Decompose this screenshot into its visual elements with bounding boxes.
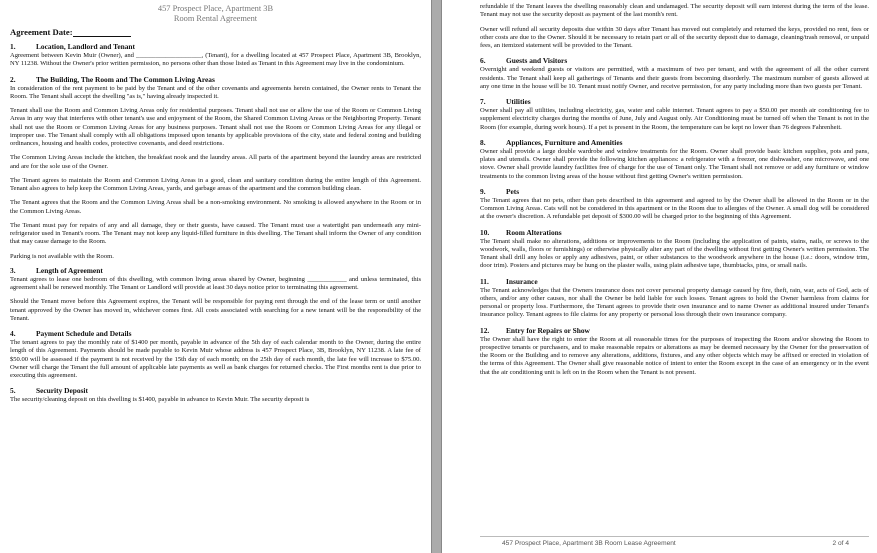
section-12-heading: 12. Entry for Repairs or Show	[480, 325, 590, 335]
section-9-heading: 9. Pets	[480, 186, 520, 196]
section-5-continued-text: Owner will refund all security deposits due within 30 days after Tenant has moved out completely and returned the keys, provided no rent, fees or other costs are due to the Owner. Should it be necessary to retain part or all of the security deposit due to damage, cleaning/trash removal, or unpaid fees, an itemized statement will be provided to the Tenant.	[480, 25, 869, 49]
section-2-text: In consideration of the rent payment to be paid by the Tenant and of the other covenants and agreements herein contained, the Owner rents to Tenant the Room. The Tenant shall accept the dwelling "as is," having already inspected it.	[10, 84, 421, 100]
section-2-heading: 2. The Building, The Room and The Common Living Areas	[10, 74, 215, 84]
section-2-text: Parking is not available with the Room.	[10, 252, 114, 260]
footer-title: 457 Prospect Place, Apartment 3B Room Lease Agreement	[502, 540, 676, 547]
page-footer	[480, 536, 869, 547]
header-address: 457 Prospect Place, Apartment 3B	[157, 4, 274, 13]
section-5-text: The security/cleaning deposit on this dwelling is $1400, payable in advance to Kevin Muir. The security deposit is	[10, 396, 310, 404]
section-4-heading: 4. Payment Schedule and Details	[10, 329, 132, 338]
section-1-heading: 1. Location, Landlord and Tenant	[10, 42, 135, 51]
header-title: Room Rental Agreement	[173, 14, 258, 23]
section-11-text: The Tenant acknowledges that the Owners insurance does not cover personal property damage caused by fire, theft, rain, war, acts of God, acts of others, and/or any other causes, nor shall the Owner be held liable for such losses. Tenant agrees to hold the Owner harmless from claims for personal or property loss. Furthermore, the Tenant agrees to provide their own insurance and to name Owner as additional insured under Tenant's insurance policy. Tenant agrees to file claims for any property or personal loss through their own insurance company.	[480, 286, 869, 319]
section-3-heading: 3. Length of Agreement	[10, 265, 103, 275]
agreement-date-blank	[73, 27, 131, 37]
section-2-text: The Common Living Areas include the kitchen, the breakfast nook and the laundry areas. All parts of the apartment beyond the laundry areas are restricted and are for the sole use of the Owner.	[10, 154, 421, 170]
section-3-text: Tenant agrees to lease one bedroom of this dwelling, with common living areas shared by Owner, beginning ____________ and unless terminated, this agreement shall be renewed monthly. The Tenant or Landlord will provide at least 30 days notice prior to terminating this agreement.	[10, 275, 421, 291]
section-1-text: Agreement between Kevin Muir (Owner), and ____________________, (Tenant), for a dwelling located at 457 Prospect Place, Apartment 3B, Brooklyn, NY 11238. Without the Owner's prior written permission, no persons other than those listed as Tenant in this Agreement may live in the condominium.	[10, 52, 421, 68]
section-3-text: Should the Tenant move before this Agreement expires, the Tenant will be responsible for paying rent through the end of the lease term or until another tenant approved by the Owner has moved in, whichever comes first. All costs associated with searching for a new tenant will be the responsibility of the Tenant.	[10, 298, 421, 322]
section-2-text: The Tenant agrees to maintain the Room and Common Living Areas in a good, clean and sanitary condition during the entire length of this Agreement. Tenant also agrees to help keep the Common Living Areas, yards, and garbage areas of the apartment and the common building clean.	[10, 176, 421, 192]
section-7-text: Owner shall pay all utilities, including electricity, gas, water and cable internet. Tenant agrees to pay a $50.00 per month air conditioning fee to supplement electricity charges during the months of June, July and August only. Air Conditioning must be turned off when the Tenant is not in the Room (for example, during work hours). If a pet is present in the Room, the temperature can be kept no lower than 76 degrees Fahrenheit.	[480, 107, 869, 131]
section-6-heading: 6. Guests and Visitors	[480, 56, 568, 66]
section-10-heading: 10. Room Alterations	[480, 227, 562, 237]
page-number: 2 of 4	[832, 540, 849, 547]
section-9-text: The Tenant agrees that no pets, other than pets described in this agreement and agreed to by the Owner shall be allowed in the Room or in the Common Living Areas. Cats will not be considered in this apartment or in the Room due to allergies of the Owner. A small dog will be considered at the owner's discretion. A refundable pet deposit of $300.00 will be charged prior to the beginning of this Agreement.	[480, 196, 869, 221]
section-12-text: The Owner shall have the right to enter the Room at all reasonable times for the purposes of inspecting the Room and/or showing the Room to prospective tenants or purchasers, and to make reasonable repairs or alterations as may be deemed necessary by the Owner for the preservation of the Room or the Building and to remove any alterations, additions, fixtures, and any other objects which may be affixed or erected in violation of the terms of this Agreement. The Owner shall give reasonable notice of intent to enter the Room except in the case of an emergency or in the event that the air conditioning unit is left on in the Room when the Tenant is not present.	[480, 335, 869, 376]
section-2-text: The Tenant agrees that the Room and the Common Living Areas shall be a non-smoking environment. No smoking is allowed anywhere in the Room or in the Common Living Areas.	[10, 199, 421, 215]
document-page-right	[441, 0, 877, 553]
section-8-heading: 8. Appliances, Furniture and Amenities	[480, 137, 623, 147]
section-5-heading: 5. Security Deposit	[10, 386, 88, 396]
section-4-text: The tenant agrees to pay the monthly rate of $1400 per month, payable in advance of the 5th day of each calendar month to the Owner, during the entire length of this Agreement. Payments should be made payable to Kevin Muir whose address is 457 Prospect Place, 3B, Brooklyn, NY 11238. A late fee of $50.00 will be assessed if the payment is not received by the 15th day of each month; on the 25th day of each month, the late fee will increase to $75.00. Owner will charge the Tenant the full amount of applicable late payments as well as bank charges for returned checks. The First months rent is due prior to executing this agreement.	[10, 339, 421, 379]
section-2-text: Tenant shall use the Room and Common Living Areas only for residential purposes. Tenant shall not use or allow the use of the Room or Common Living Areas in any way that interferes with other tenant's use and enjoyment of the Room, the Shared Common Living Areas or the Neighboring Property. Tenant shall not use the Room or Common Living Areas for any business purposes. Tenant shall not use the Room or Common Living Areas for any illegal or improper use. The Tenant shall comply with all obligations imposed upon tenants by applicable provisions of the city, state and federal zoning and building ordinances, housing and health codes, protective covenants, and deed restrictions.	[10, 107, 421, 147]
section-6-text: Overnight and weekend guests or visitors are permitted, with a maximum of two per tenant, and with the agreement of all the other current residents. The Tenant shall keep all gatherings of Tenants and their guests from becoming disorderly. The maximum number of guests allowed at any one time in the house will be 10. Tenant must notify Owner, and receive permission, for any party including more than two guests per Tenant.	[480, 66, 869, 90]
agreement-date: Agreement Date:	[10, 27, 421, 37]
section-7-heading: 7. Utilities	[480, 97, 531, 106]
section-11-heading: 11. Insurance	[480, 276, 538, 286]
section-2-text: The Tenant must pay for repairs of any and all damage, they or their guests, have caused. The Tenant must use a watertight pan underneath any mini-refrigerator used in Tenant's room. The Tenant may not keep any liquid-filled furniture in this dwelling. The Tenant shall inform the Owner of any condition that may cause damage to the Room.	[10, 221, 421, 246]
section-5-continued-text: refundable if the Tenant leaves the dwelling reasonably clean and undamaged. The security deposit will earn interest during the term of the lease. Tenant may not use the security deposit as payment of the last month's rent.	[480, 3, 869, 19]
section-8-text: Owner shall provide a large double wardrobe and window treatments for the Room. Owner shall provide basic kitchen supplies, pots and pans, plates and utensils. Owner shall provide the following kitchen appliances: a refrigerator with a freezer, one dishwasher, one microwave, and one stove. Owner shall provide laundry facilities free of charge for the use of Tenant only. The Tenant shall not remove or add any furniture or window treatments to the common living areas of the house without first getting Owner's written permission.	[480, 147, 869, 180]
section-10-text: The Tenant shall make no alterations, additions or improvements to the Room (including the application of paints, stains, nails, or screws to the woodwork, walls, floors or furnishings) or otherwise physically alter any part of the dwelling without first getting Owner's written permission. The Tenant shall drill any holes or apply any adhesives, paint, or other substances to the woodwork anywhere in the house (i.e.: doors, window trim, door trim). Posters and pictures may be hung on the plaster walls, using plain adhesive tape, thumbtacks, pins, or small nails.	[480, 237, 869, 270]
document-page-left	[0, 0, 432, 553]
